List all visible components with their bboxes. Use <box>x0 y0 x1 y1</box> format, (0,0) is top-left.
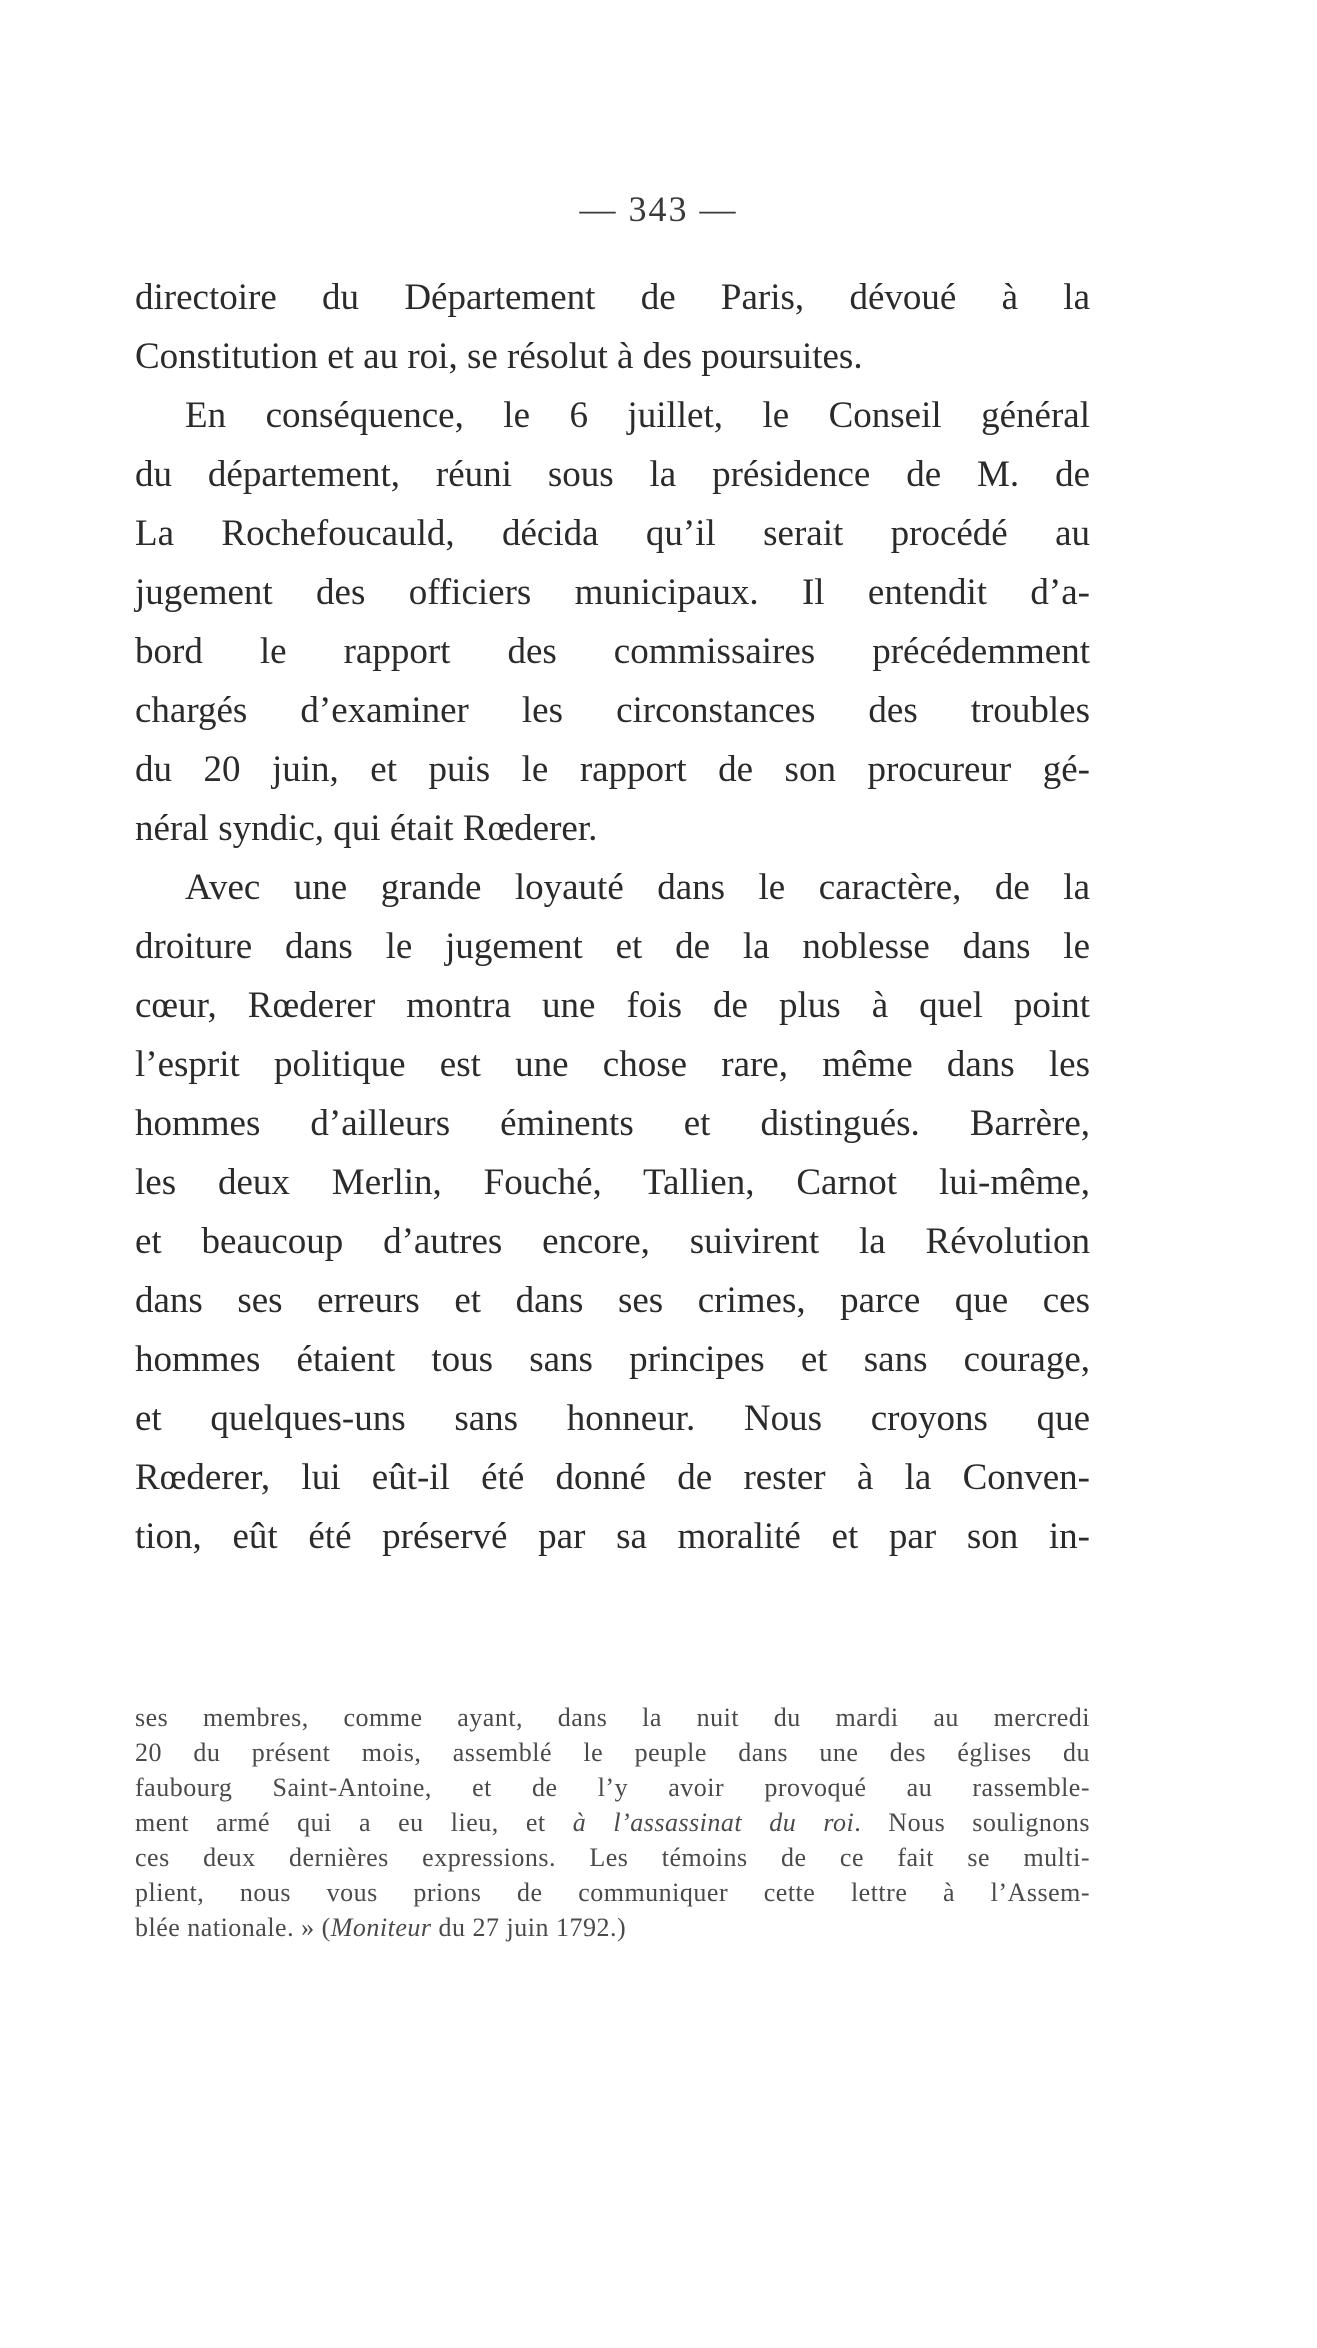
footnote-text: blée nationale. » ( <box>135 1913 331 1942</box>
footnote-line <box>135 1910 1090 1945</box>
text-line: du département, réuni sous la présidence de M. de <box>135 454 1090 495</box>
footnote-italic-text: Moniteur <box>330 1913 432 1942</box>
paragraph-2 <box>135 386 1090 858</box>
text-line: et quelques-uns sans honneur. Nous croyons que <box>135 1398 1090 1439</box>
footnote-line <box>135 1805 1090 1840</box>
text-line: En conséquence, le 6 juillet, le Conseil général <box>185 395 1090 436</box>
text-line: hommes d’ailleurs éminents et distingués. Barrère, <box>135 1103 1090 1144</box>
text-line: tion, eût été préservé par sa moralité et par son in- <box>135 1516 1090 1557</box>
text-line: Avec une grande loyauté dans le caractère, de la <box>185 867 1090 908</box>
text-line: La Rochefoucauld, décida qu’il serait procédé au <box>135 513 1090 554</box>
footnote-line: plient, nous vous prions de communiquer cette lettre à l’Assem- <box>135 1878 1090 1907</box>
text-line: chargés d’examiner les circonstances des troubles <box>135 690 1090 731</box>
text-line: bord le rapport des commissaires précédemment <box>135 631 1090 672</box>
paragraph-1 <box>135 268 1090 386</box>
footnote-text: du 27 juin 1792.) <box>431 1913 627 1942</box>
text-line: cœur, Rœderer montra une fois de plus à quel point <box>135 985 1090 1026</box>
footnote-line: faubourg Saint-Antoine, et de l’y avoir provoqué au rassemble- <box>135 1773 1090 1802</box>
text-line: droiture dans le jugement et de la noblesse dans le <box>135 926 1090 967</box>
text-line: jugement des officiers municipaux. Il entendit d’a- <box>135 572 1090 613</box>
text-line: du 20 juin, et puis le rapport de son procureur gé- <box>135 749 1090 790</box>
footnote-italic-text: à l’assassinat du roi <box>572 1808 855 1837</box>
footnote-text: . Nous soulignons <box>854 1808 1090 1837</box>
text-line: néral syndic, qui était Rœderer. <box>135 808 598 849</box>
text-line: Constitution et au roi, se résolut à des poursuites. <box>135 336 863 377</box>
footnote <box>135 1700 1090 1945</box>
text-line: les deux Merlin, Fouché, Tallien, Carnot lui-même, <box>135 1162 1090 1203</box>
footnote-line: ces deux dernières expressions. Les témoins de ce fait se multi- <box>135 1843 1090 1872</box>
text-line: hommes étaient tous sans principes et sans courage, <box>135 1339 1090 1380</box>
text-line: directoire du Département de Paris, dévoué à la <box>135 277 1090 318</box>
text-line: l’esprit politique est une chose rare, même dans les <box>135 1044 1090 1085</box>
text-line: et beaucoup d’autres encore, suivirent la Révolution <box>135 1221 1090 1262</box>
paragraph-3 <box>135 858 1090 1566</box>
footnote-line: 20 du présent mois, assemblé le peuple dans une des églises du <box>135 1738 1090 1767</box>
main-text <box>135 268 1090 1566</box>
footnote-line: ses membres, comme ayant, dans la nuit du mardi au mercredi <box>135 1703 1090 1732</box>
text-line: dans ses erreurs et dans ses crimes, parce que ces <box>135 1280 1090 1321</box>
page-number: — 343 — <box>579 189 738 229</box>
text-line: Rœderer, lui eût-il été donné de rester à la Conven- <box>135 1457 1090 1498</box>
footnote-text: ment armé qui a eu lieu, et <box>135 1808 573 1837</box>
